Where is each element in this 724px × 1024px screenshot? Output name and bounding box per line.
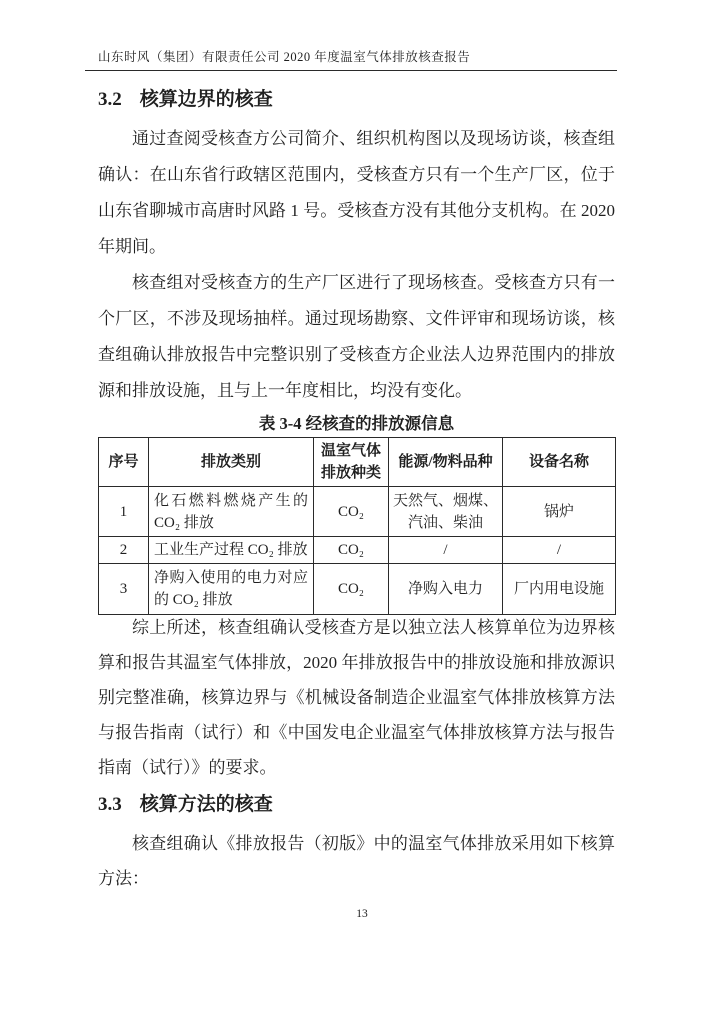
cell-fuel: /: [389, 537, 503, 564]
paragraph-boundary-conclusion: 综上所述，核查组确认受核查方是以独立法人核算单位为边界核算和报告其温室气体排放，2020 年排放报告中的排放设施和排放源识别完整准确，核算边界与《机械设备制造企业温室气体排放核算方法与报告指南（试行）和《中国发电企业温室气体排放核算方法与报告指南（试行）》的要求。: [98, 618, 615, 777]
section-3-2-heading: [98, 88, 618, 112]
emission-source-table: [98, 437, 616, 615]
table-row: [99, 537, 616, 564]
cell-gas: CO₂: [314, 487, 389, 537]
header-category: 排放类别: [149, 438, 314, 487]
section-3-3-title: 核算方法的核查: [139, 794, 273, 815]
cell-equipment: 厂内用电设施: [503, 564, 616, 615]
cell-equipment: /: [503, 537, 616, 564]
table-row: [99, 564, 616, 615]
section-3-2-number: 3.2: [98, 89, 122, 110]
cell-seq: 2: [99, 537, 149, 564]
paragraph-method-intro: 核查组确认《排放报告（初版》中的温室气体排放采用如下核算方法：: [98, 834, 615, 888]
table-row: [99, 487, 616, 537]
header-gas-type: 温室气体排放种类: [314, 438, 389, 487]
cell-seq: 3: [99, 564, 149, 615]
cell-equipment: 锅炉: [503, 487, 616, 537]
cell-gas: CO₂: [314, 537, 389, 564]
cell-gas: CO₂: [314, 564, 389, 615]
cell-category: 工业生产过程 CO₂ 排放: [149, 537, 314, 564]
cell-fuel: 净购入电力: [389, 564, 503, 615]
section-3-3-heading: [98, 793, 618, 817]
section-3-3-number: 3.3: [98, 794, 122, 815]
header-equipment: 设备名称: [503, 438, 616, 487]
header-fuel-type: 能源/物料品种: [389, 438, 503, 487]
section-3-2-title: 核算边界的核查: [139, 89, 273, 110]
paragraph-boundary-confirmation: 通过查阅受核查方公司简介、组织机构图以及现场访谈，核查组确认：在山东省行政辖区范围内，受核查方只有一个生产厂区，位于山东省聊城市高唐时风路 1 号。受核查方没有其他分支机构。在 2020 年期间。: [98, 129, 615, 256]
running-header: 山东时风（集团）有限责任公司 2020 年度温室气体排放核查报告: [85, 47, 617, 71]
paragraph-site-verification: 核查组对受核查方的生产厂区进行了现场核查。受核查方只有一个厂区，不涉及现场抽样。通过现场勘察、文件评审和现场访谈，核查组确认排放报告中完整识别了受核查方企业法人边界范围内的排放源和排放设施，且与上一年度相比，均没有变化。: [98, 273, 615, 400]
table-3-4-caption: 表 3-4 经核查的排放源信息: [258, 414, 455, 433]
cell-fuel: 天然气、烟煤、汽油、柴油: [389, 487, 503, 537]
cell-category: 净购入使用的电力对应的 CO₂ 排放: [149, 564, 314, 615]
cell-seq: 1: [99, 487, 149, 537]
header-seq: 序号: [99, 438, 149, 487]
table-header-row: [99, 438, 616, 487]
page-number: 13: [356, 908, 368, 920]
cell-category: 化石燃料燃烧产生的 CO₂ 排放: [149, 487, 314, 537]
